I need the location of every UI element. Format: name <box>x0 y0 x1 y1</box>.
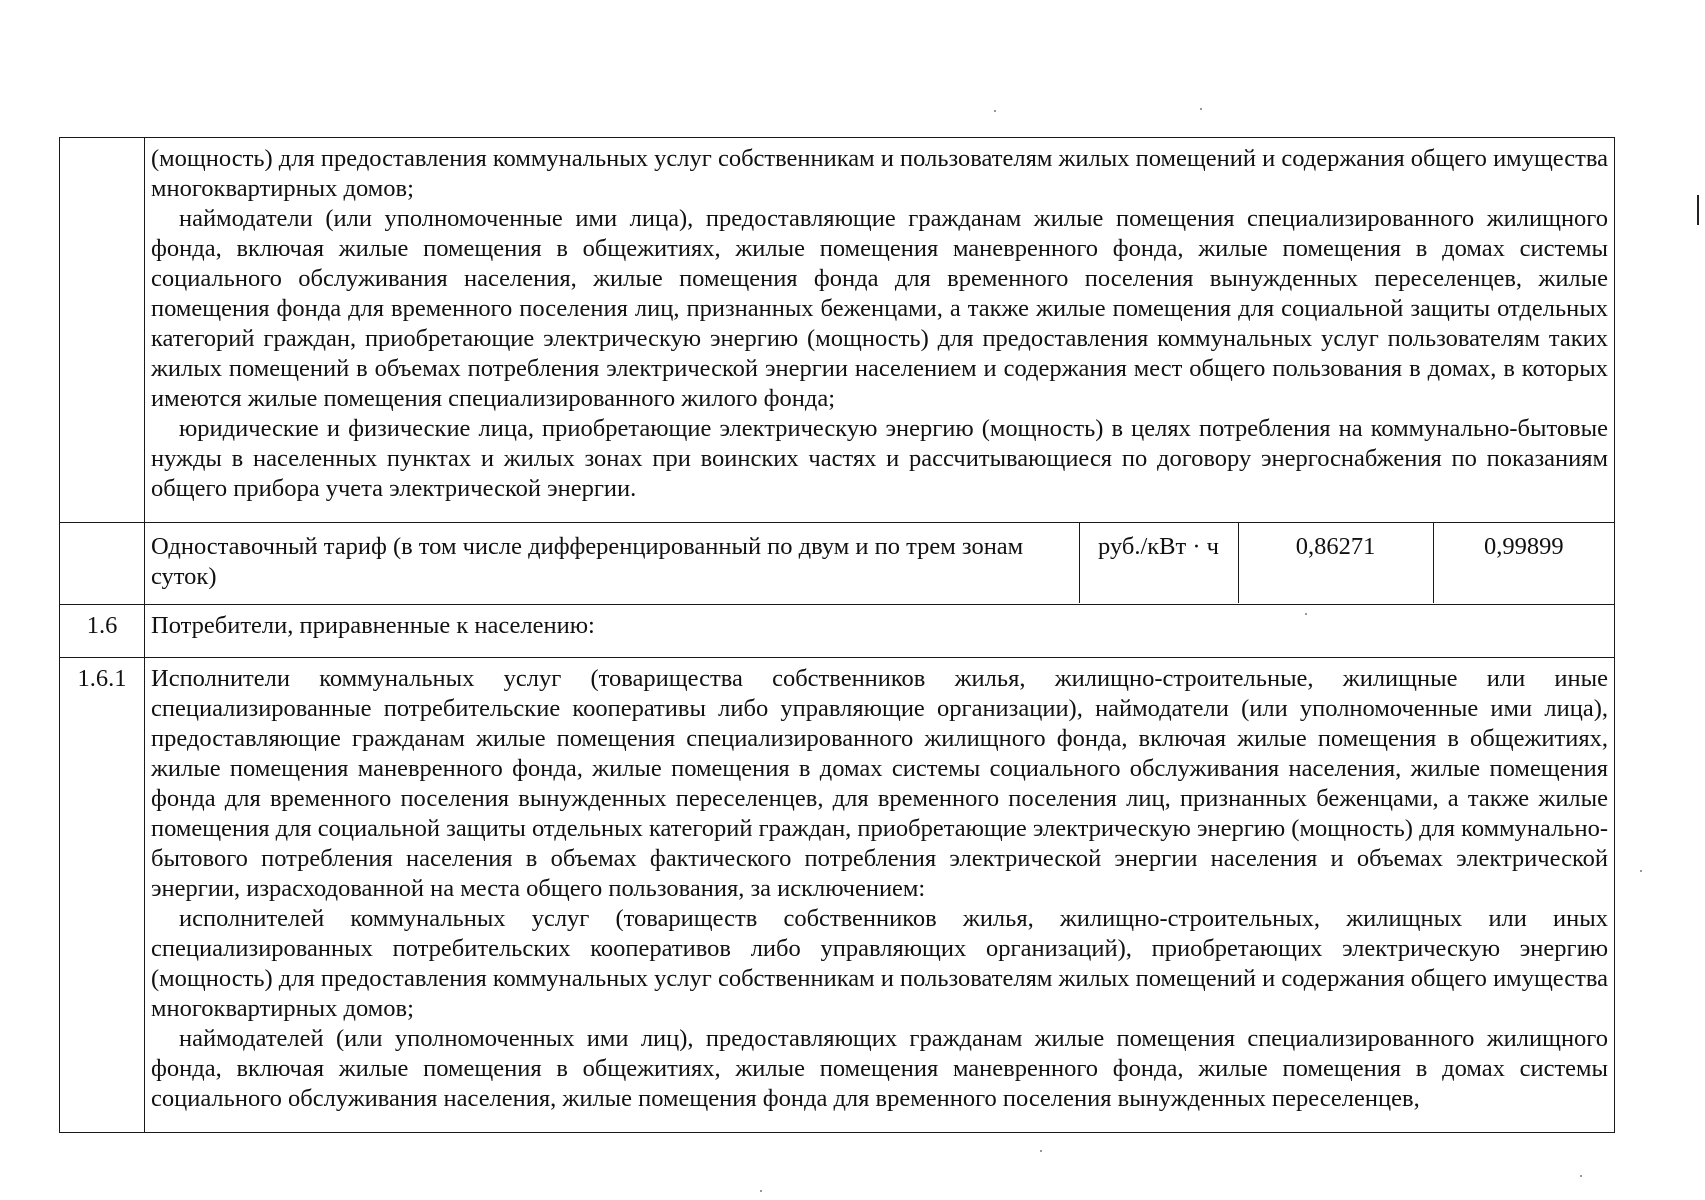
paragraph: Исполнители коммунальных услуг (товарищества собственников жилья, жилищно-строительные, жилищные или иные специализированные потребительские кооперативы либо управляющие организации), наймодатели (или уполномоченные ими лица), предоставляющие гражданам жилые помещения специализированного жилищного фонда, включая жилые помещения в общежитиях, жилые помещения маневренного фонда, жилые помещения в домах системы социального обслуживания населения, жилые помещения фонда для временного поселения вынужденных переселенцев, для временного поселения лиц, признанных беженцами, а также жилые помещения для социальной защиты отдельных категорий граждан, приобретающие электрическую энергию (мощность) для коммунально-бытового потребления населения в объемах фактического потребления электрической энергии населения и объемах электрической энергии, израсходованной на места общего пользования, за исключением: <box>151 665 1608 902</box>
tariff-name: Одноставочный тариф (в том числе дифференцированный по двум и по трем зонам суток) <box>151 533 1024 590</box>
row-number-cell <box>60 138 145 523</box>
paragraph: (мощность) для предоставления коммунальных услуг собственникам и пользователям жилых помещений и содержания общего имущества многоквартирных домов; <box>151 145 1608 202</box>
row-number-cell: 1.6 <box>60 605 145 658</box>
table-row-tariff <box>60 523 1615 605</box>
tariff-unit: руб./кВт · ч <box>1079 523 1238 603</box>
scan-speck <box>1200 108 1202 110</box>
table-row-1-6 <box>60 605 1615 658</box>
paragraph: наймодателей (или уполномоченных ими лиц), предоставляющих гражданам жилые помещения специализированного жилищного фонда, включая жилые помещения в общежитиях, жилые помещения маневренного фонда, жилые помещения в домах системы социального обслуживания населения, жилые помещения фонда для временного поселения вынужденных переселенцев, <box>151 1025 1608 1112</box>
scan-edge-mark <box>1697 195 1699 225</box>
row-number-cell <box>60 523 145 605</box>
scan-speck <box>1040 1150 1042 1152</box>
scan-speck <box>994 110 996 112</box>
scan-speck <box>1305 613 1307 615</box>
row-number-cell: 1.6.1 <box>60 658 145 1133</box>
scan-speck <box>1580 1175 1582 1177</box>
table-row-continuation <box>60 138 1615 523</box>
tariff-value-1: 0,86271 <box>1238 523 1433 603</box>
tariff-value-2: 0,99899 <box>1433 523 1614 603</box>
row-description-cell <box>145 138 1615 523</box>
tariff-subtable <box>145 523 1614 603</box>
paragraph: исполнителей коммунальных услуг (товариществ собственников жилья, жилищно-строительных, жилищных или иных специализированных потребительских кооперативов либо управляющих организаций), приобретающих электрическую энергию (мощность) для предоставления коммунальных услуг собственникам и пользователям жилых помещений и содержания общего имущества многоквартирных домов; <box>151 905 1608 1022</box>
scan-speck <box>760 1190 762 1192</box>
table-row-1-6-1 <box>60 658 1615 1133</box>
paragraph: наймодатели (или уполномоченные ими лица), предоставляющие гражданам жилые помещения специализированного жилищного фонда, включая жилые помещения в общежитиях, жилые помещения маневренного фонда, жилые помещения в домах системы социального обслуживания населения, жилые помещения фонда для временного поселения вынужденных переселенцев, жилые помещения фонда для временного поселения лиц, признанных беженцами, а также жилые помещения для социальной защиты отдельных категорий граждан, приобретающие электрическую энергию (мощность) для предоставления коммунальных услуг пользователям таких жилых помещений в объемах потребления электрической энергии населением и содержания мест общего пользования в домах, в которых имеются жилые помещения специализированного жилого фонда; <box>151 205 1608 412</box>
scan-speck <box>1640 870 1642 872</box>
tariff-subtable-cell <box>145 523 1615 605</box>
row-description-cell <box>145 658 1615 1133</box>
tariff-table <box>59 137 1615 1133</box>
row-description-cell: Потребители, приравненные к населению: <box>145 605 1615 658</box>
paragraph: юридические и физические лица, приобретающие электрическую энергию (мощность) в целях потребления на коммунально-бытовые нужды в населенных пунктах и жилых зонах при воинских частях и рассчитывающиеся по договору энергоснабжения по показаниям общего прибора учета электрической энергии. <box>151 415 1608 502</box>
